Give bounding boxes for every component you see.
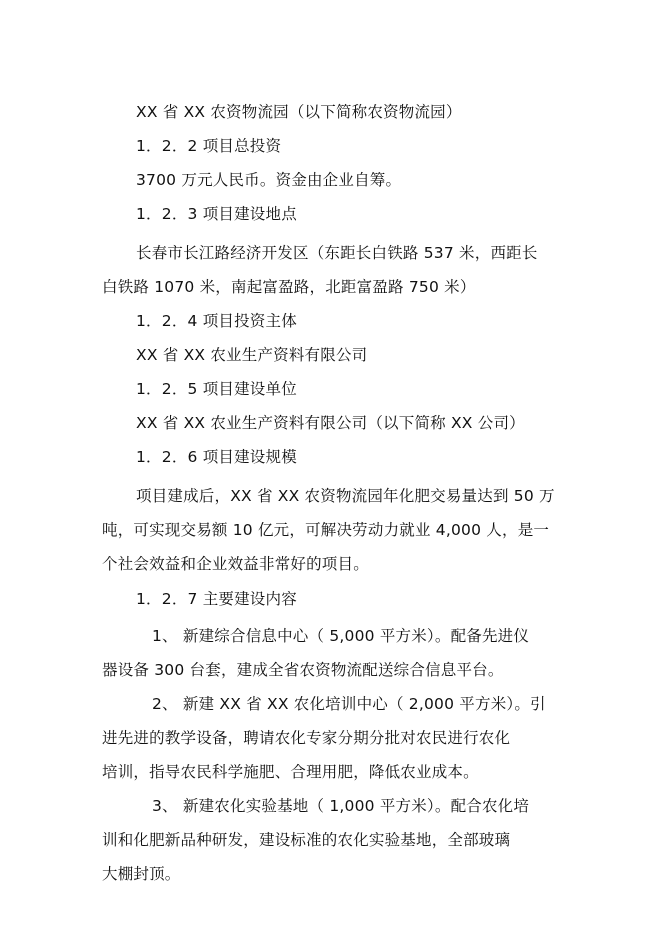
line-park-name: XX 省 XX 农资物流园（以下简称农资物流园）	[136, 103, 462, 121]
item-3-line-1: 3、 新建农化实验基地（ 1,000 平方米）。配合农化培	[152, 797, 530, 815]
item-3-line-3: 大棚封顶。	[102, 865, 181, 883]
heading-total-investment: 1．2．2 项目总投资	[136, 137, 282, 155]
line-scale-2: 吨，可实现交易额 10 亿元，可解决劳动力就业 4,000 人，是一	[102, 521, 550, 539]
line-location-2: 白铁路 1070 米，南起富盈路，北距富盈路 750 米）	[102, 278, 476, 296]
heading-investor: 1．2．4 项目投资主体	[136, 312, 297, 330]
item-2-line-1: 2、 新建 XX 省 XX 农化培训中心（ 2,000 平方米）。引	[152, 695, 546, 713]
line-builder: XX 省 XX 农业生产资料有限公司（以下简称 XX 公司）	[136, 414, 525, 432]
item-2-line-3: 培训，指导农民科学施肥、合理用肥，降低农业成本。	[102, 763, 479, 781]
item-1-line-2: 器设备 300 台套，建成全省农资物流配送综合信息平台。	[102, 661, 504, 679]
line-scale-1: 项目建成后，XX 省 XX 农资物流园年化肥交易量达到 50 万	[136, 487, 555, 505]
line-scale-3: 个社会效益和企业效益非常好的项目。	[102, 555, 369, 573]
item-1-line-1: 1、 新建综合信息中心（ 5,000 平方米）。配备先进仪	[152, 627, 530, 645]
line-investment-amount: 3700 万元人民币。资金由企业自筹。	[136, 171, 402, 189]
heading-builder: 1．2．5 项目建设单位	[136, 380, 297, 398]
heading-location: 1．2．3 项目建设地点	[136, 205, 297, 223]
heading-content: 1．2．7 主要建设内容	[136, 590, 297, 608]
item-3-line-2: 训和化肥新品种研发，建设标准的农化实验基地，全部玻璃	[102, 831, 511, 849]
item-2-line-2: 进先进的教学设备，聘请农化专家分期分批对农民进行农化	[102, 729, 511, 747]
line-investor: XX 省 XX 农业生产资料有限公司	[136, 346, 368, 364]
heading-scale: 1．2．6 项目建设规模	[136, 448, 297, 466]
line-location-1: 长春市长江路经济开发区（东距长白铁路 537 米，西距长	[136, 244, 538, 262]
